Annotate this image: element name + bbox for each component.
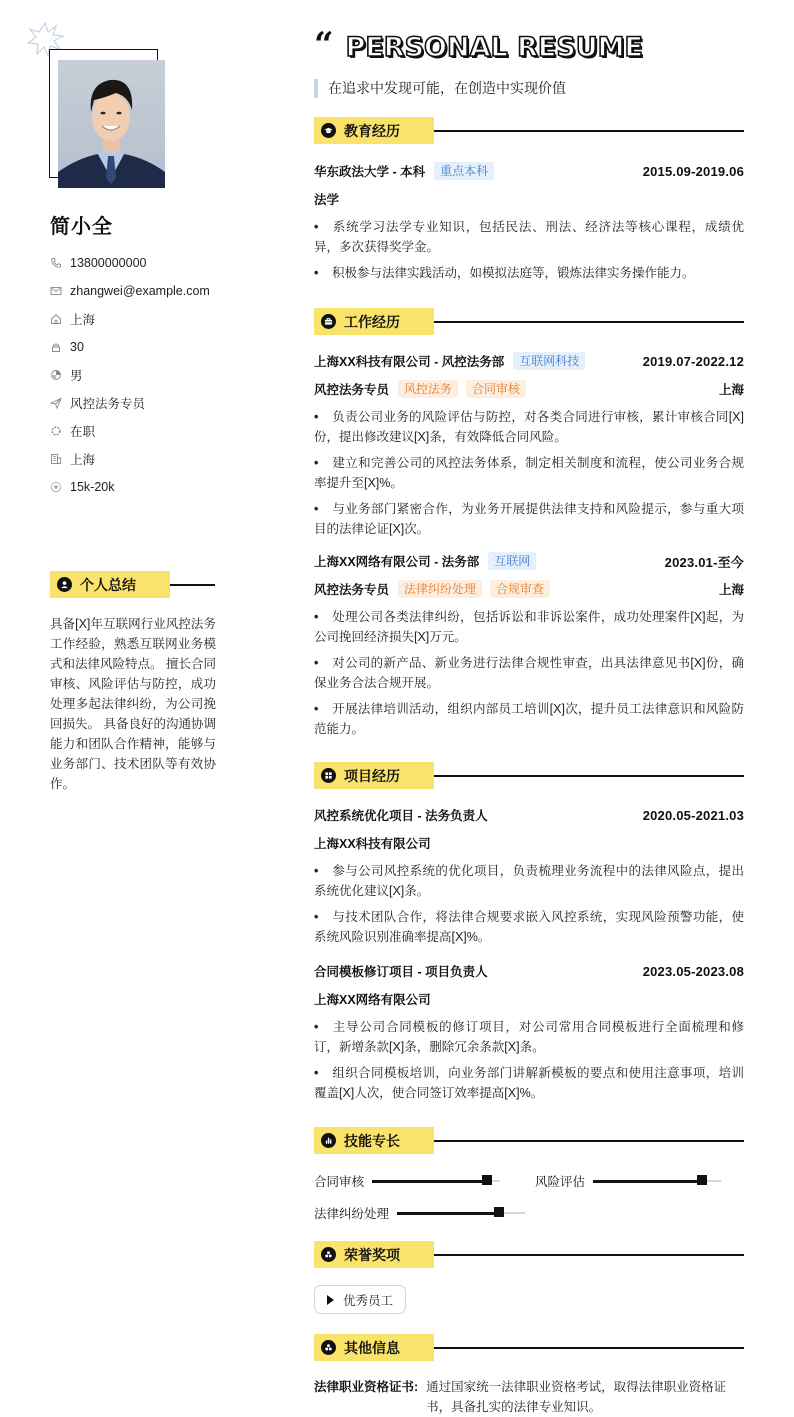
info-home	[50, 305, 250, 333]
work-role-row	[314, 379, 744, 399]
contact-info-list	[50, 249, 250, 501]
resume-title	[314, 25, 643, 72]
bullet-item: • 负责公司业务的风险评估与防控，对各类合同进行审核，累计审核合同[X]份，提出修改建议[X]条，有效降低合同风险。	[314, 410, 744, 444]
section-title: 技能专长	[344, 1132, 400, 1149]
skill-item	[314, 1171, 500, 1191]
gender-value: 男	[70, 369, 83, 383]
skill-name: 法律纠纷处理	[314, 1207, 390, 1221]
section-divider	[434, 1140, 744, 1142]
role-tag: 法律纠纷处理	[398, 580, 482, 598]
info-position	[50, 389, 250, 417]
bullet-item: • 对公司的新产品、新业务进行法律合规性审查，出具法律意见书[X]份，确保业务合法合规开展。	[314, 656, 744, 690]
play-triangle-icon	[327, 1295, 334, 1305]
send-icon	[50, 397, 62, 409]
project-name: 合同模板修订项目 - 项目负责人	[314, 965, 488, 979]
section-label	[314, 762, 434, 789]
other-info-value: 通过国家统一法律职业资格考试，取得法律职业资格证书，具备扎实的法律专业知识。	[426, 1380, 727, 1414]
mail-icon	[50, 285, 62, 297]
briefcase-icon	[321, 314, 336, 329]
school-tag: 重点本科	[434, 162, 494, 180]
sidebar	[0, 0, 260, 1417]
info-age	[50, 333, 250, 361]
avatar	[58, 60, 165, 188]
section-divider	[434, 1347, 744, 1349]
skill-item	[314, 1203, 525, 1223]
skill-name: 合同审核	[314, 1175, 365, 1189]
project-date: 2023.05-2023.08	[642, 963, 744, 979]
honor-name: 优秀员工	[343, 1293, 394, 1308]
honor-badge	[314, 1285, 406, 1314]
award-icon	[321, 1247, 336, 1262]
building-icon	[50, 453, 62, 465]
email-value: zhangwei@example.com	[70, 284, 210, 298]
section-other-header	[314, 1334, 744, 1361]
section-summary-header	[50, 571, 216, 598]
education-major	[314, 189, 744, 209]
role-tag: 合规审查	[490, 580, 550, 598]
section-work-header	[314, 308, 744, 335]
school-name: 华东政法大学 - 本科	[314, 165, 426, 179]
skill-name: 风险评估	[535, 1175, 586, 1189]
skill-level-knob	[494, 1207, 504, 1217]
section-title: 荣誉奖项	[344, 1246, 400, 1263]
role-tag: 风控法务	[398, 380, 458, 398]
project-entry-header	[314, 805, 744, 825]
work-entry-header	[314, 351, 744, 371]
role-name: 风控法务专员	[314, 583, 390, 597]
skill-level-bar	[593, 1180, 721, 1182]
status-value: 在职	[70, 425, 96, 439]
grid-icon	[321, 768, 336, 783]
bullet-item: • 参与公司风控系统的优化项目，负责梳理业务流程中的法律风险点，提出系统优化建议[X]条。	[314, 864, 744, 898]
section-label	[314, 1127, 434, 1154]
work-entry-header	[314, 551, 744, 571]
section-label	[314, 1334, 434, 1361]
section-label	[314, 308, 434, 335]
info-email	[50, 277, 250, 305]
user-icon	[57, 577, 72, 592]
bullet-item: • 与业务部门紧密合作，为业务开展提供法律支持和风险提示，参与重大项目的法律论证[X]次。	[314, 502, 744, 536]
gender-icon	[50, 369, 62, 381]
section-title: 项目经历	[344, 767, 400, 784]
section-label	[314, 117, 434, 144]
section-projects-header	[314, 762, 744, 789]
work-date: 2023.01-至今	[664, 554, 744, 570]
title-text: PERSONAL RESUME	[345, 32, 643, 63]
work-location: 上海	[718, 583, 744, 597]
position-value: 风控法务专员	[70, 397, 146, 411]
work-date: 2019.07-2022.12	[642, 353, 744, 369]
skill-level-knob	[482, 1175, 492, 1185]
bullet-item: • 处理公司各类法律纠纷，包括诉讼和非诉讼案件，成功处理案件[X]起，为公司挽回经济损失[X]万元。	[314, 610, 744, 644]
section-honors-header	[314, 1241, 744, 1268]
work-role-row	[314, 579, 744, 599]
section-divider	[434, 775, 744, 777]
education-date: 2015.09-2019.06	[642, 163, 744, 179]
bullet-item: • 系统学习法学专业知识，包括民法、刑法、经济法等核心课程，成绩优异，多次获得奖学金。	[314, 220, 744, 254]
info-phone	[50, 249, 250, 277]
section-divider	[434, 321, 744, 323]
role-name: 风控法务专员	[314, 383, 390, 397]
project-name: 风控系统优化项目 - 法务负责人	[314, 809, 488, 823]
other-info-key: 法律职业资格证书:	[314, 1380, 419, 1394]
work-bullets	[314, 607, 744, 745]
industry-tag: 互联网	[488, 552, 536, 570]
skill-level-bar	[397, 1212, 525, 1214]
status-icon	[50, 425, 62, 437]
bullet-item: • 开展法律培训活动，组织内部员工培训[X]次，提升员工法律意识和风险防范能力。	[314, 702, 744, 736]
company-name: 上海XX科技有限公司 - 风控法务部	[314, 355, 505, 369]
section-label	[314, 1241, 434, 1268]
bullet-item: • 积极参与法律实践活动，如模拟法庭等，锻炼法律实务操作能力。	[314, 266, 695, 280]
home-icon	[50, 313, 62, 325]
tagline: 在追求中发现可能，在创造中实现价值	[314, 79, 566, 98]
info-salary	[50, 473, 250, 501]
bullet-item: • 与技术团队合作，将法律合规要求嵌入风控系统，实现风险预警功能，使系统风险识别准确率提高[X]%。	[314, 910, 744, 944]
salary-value: 15k-20k	[70, 480, 115, 494]
summary-text: 具备[X]年互联网行业风控法务工作经验，熟悉互联网业务模式和法律风险特点。 擅长合同审核、风险评估与防控，成功处理多起法律纠纷，为公司挽回损失。 具备良好的沟通协调能力和团队合作精神，能够与业务部门、技术团队等有效协作。	[50, 617, 216, 791]
quote-icon: “	[314, 25, 334, 65]
skill-level-bar	[372, 1180, 500, 1182]
project-bullets	[314, 1017, 744, 1109]
section-skills-header	[314, 1127, 744, 1154]
info-city	[50, 445, 250, 473]
bar-chart-icon	[321, 1133, 336, 1148]
candidate-name: 简小全	[50, 216, 113, 238]
role-tag: 合同审核	[466, 380, 526, 398]
project-bullets	[314, 861, 744, 953]
project-entry-header	[314, 961, 744, 981]
section-education-header	[314, 117, 744, 144]
section-label	[50, 571, 170, 598]
phone-icon	[50, 257, 62, 269]
work-bullets	[314, 407, 744, 545]
age-icon	[50, 341, 62, 353]
age-value: 30	[70, 340, 84, 354]
section-title: 其他信息	[344, 1339, 400, 1356]
skills-list	[314, 1171, 744, 1231]
major-name: 法学	[314, 193, 340, 207]
section-title: 教育经历	[344, 122, 400, 139]
bullet-item: • 组织合同模板培训，向业务部门讲解新模板的要点和使用注意事项，培训覆盖[X]人次，使合同签订效率提高[X]%。	[314, 1066, 744, 1100]
section-divider	[434, 1254, 744, 1256]
skill-item	[535, 1171, 721, 1191]
bullet-item: • 主导公司合同模板的修订项目，对公司常用合同模板进行全面梳理和修订，新增条款[X]条，删除冗余条款[X]条。	[314, 1020, 744, 1054]
other-info-row	[314, 1377, 744, 1417]
project-date: 2020.05-2021.03	[642, 807, 744, 823]
education-bullets	[314, 217, 744, 289]
industry-tag: 互联网科技	[513, 352, 585, 370]
section-title: 个人总结	[80, 576, 136, 593]
section-divider	[434, 130, 744, 132]
phone-value: 13800000000	[70, 256, 147, 270]
graduation-cap-icon	[321, 123, 336, 138]
city-value: 上海	[70, 453, 96, 467]
work-location: 上海	[718, 383, 744, 397]
info-gender	[50, 361, 250, 389]
home-value: 上海	[70, 313, 96, 327]
project-company: 上海XX科技有限公司	[314, 837, 431, 851]
bullet-item: • 建立和完善公司的风控法务体系，制定相关制度和流程，使公司业务合规率提升至[X]%。	[314, 456, 744, 490]
section-title: 工作经历	[344, 313, 400, 330]
info-cluster-icon	[321, 1340, 336, 1355]
education-entry-header	[314, 161, 744, 181]
project-company: 上海XX网络有限公司	[314, 993, 431, 1007]
section-divider	[170, 584, 215, 586]
info-status	[50, 417, 250, 445]
skill-level-knob	[697, 1175, 707, 1185]
company-name: 上海XX网络有限公司 - 法务部	[314, 555, 480, 569]
salary-icon	[50, 481, 62, 493]
